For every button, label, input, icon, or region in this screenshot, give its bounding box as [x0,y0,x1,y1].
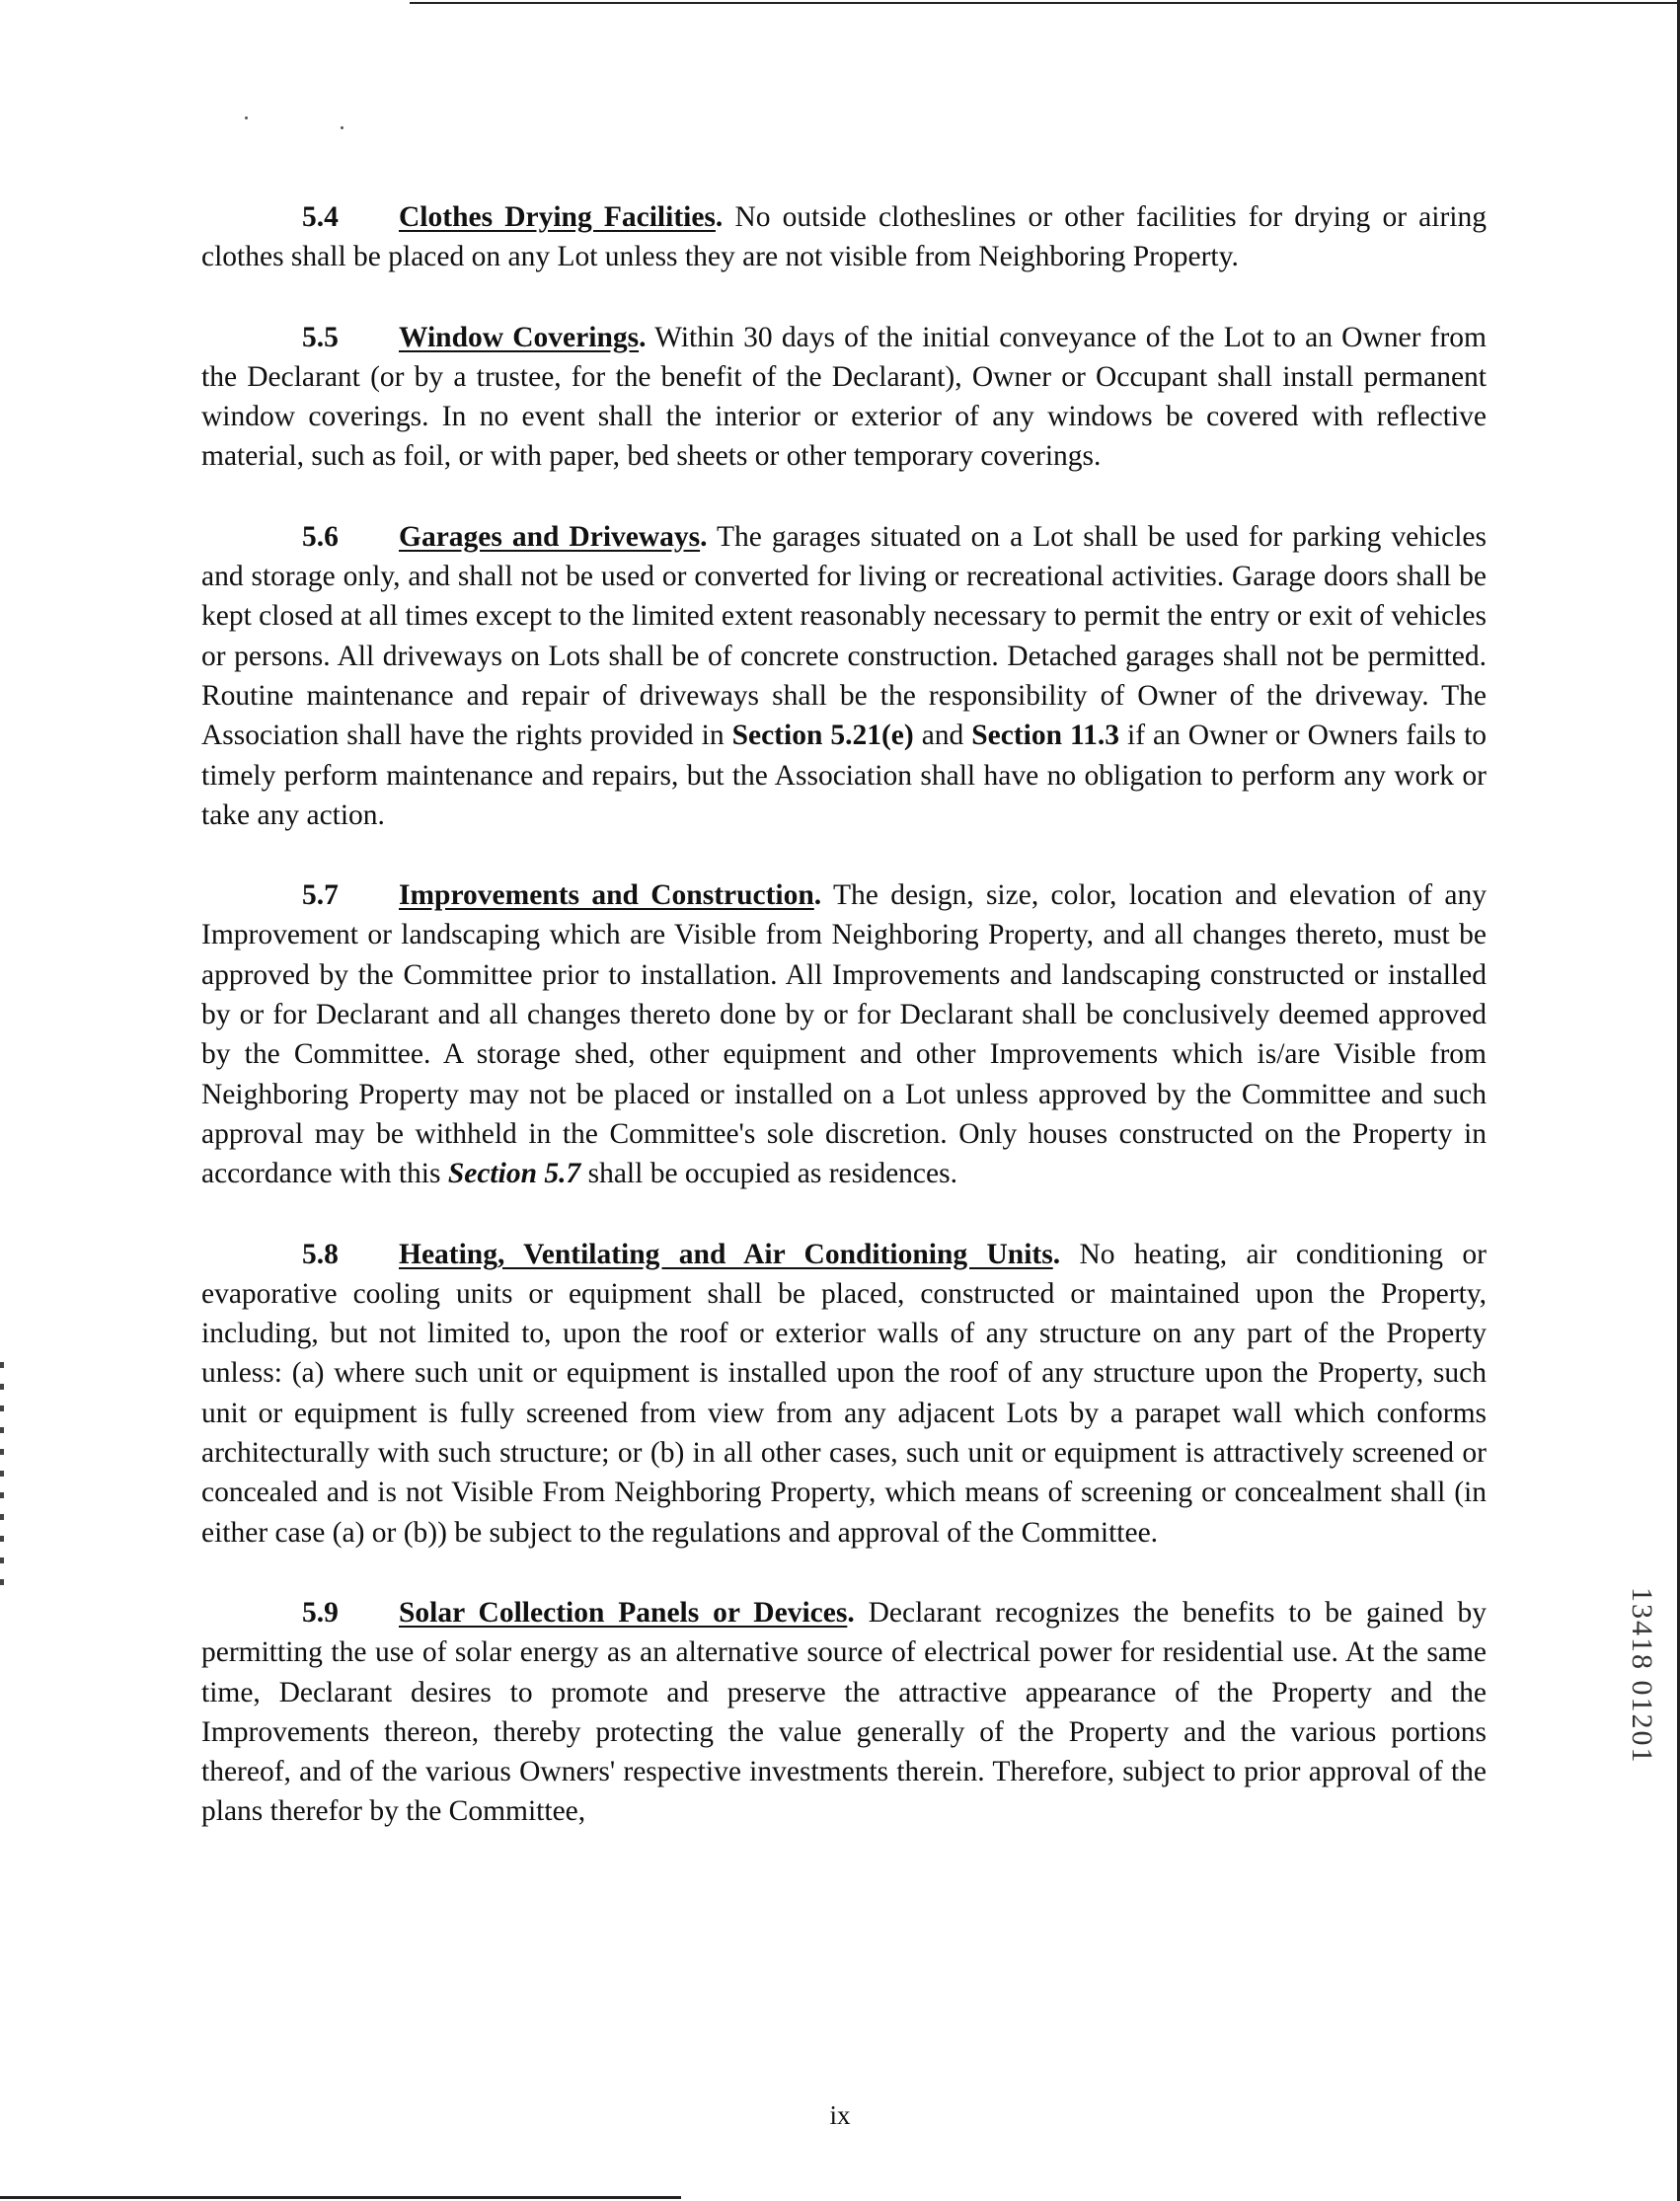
section-5-9: 5.9 Solar Collection Panels or Devices. Declarant recognizes the benefits to be gained by permitting the use of solar energy as an alternative source of electrical power for residential use. At the same time, Declarant desires to promote and preserve the attractive appearance of the Property and the Improvements thereon, thereby protecting the value generally of the Property and the various portions thereof, and of the various Owners' respective investments therein. Therefore, subject to prior approval of the plans therefor by the Committee, [201,1593,1487,1832]
section-reference: Section 5.7 [447,1158,581,1190]
section-text: and [921,720,964,752]
section-title: Solar Collection Panels or Devices [399,1596,848,1629]
section-number: 5.6 [302,520,339,553]
section-text: No outside clotheslines or other facilities for drying or airing clothes shall be placed on any Lot unless they are not visible from Neighboring Property. [201,201,1487,273]
scan-speck [341,126,344,129]
section-text: if an Owner or Owners fails to timely perform maintenance and repairs, but the Association shall have no obligation to perform any work or take any action. [201,720,1488,831]
page-number: ix [829,2100,851,2130]
section-reference: Section 11.3 [971,720,1120,752]
section-number: 5.7 [302,879,339,912]
recording-stamp: 13418 01201 [1626,1587,1658,1765]
scan-speck [245,116,248,119]
section-number: 5.9 [302,1596,339,1629]
section-5-6: 5.6 Garages and Driveways. The garages situated on a Lot shall be used for parking vehicles and storage only, and shall not be used or converted for living or recreational activities. Garage doors shall be kept closed at all times except to the limited extent reasonably necessary to permit the entry or exit of vehicles or persons. All driveways on Lots shall be of concrete construction. Detached garages shall not be permitted. Routine maintenance and repair of driveways shall be the responsibility of Owner of the driveway. The Association shall have the rights provided in Section 5.21(e) and Section 11.3 if an Owner or Owners fails to timely perform maintenance and repairs, but the Association shall have no obligation to perform any work or take any action. [201,517,1487,835]
section-title: Window Coverings [399,321,640,353]
section-number: 5.5 [302,321,339,353]
section-text: shall be occupied as residences. [587,1158,957,1190]
section-5-8: 5.8 Heating, Ventilating and Air Conditioning Units. No heating, air conditioning or evaporative cooling units or equipment shall be placed, constructed or maintained upon the Property, including, but not limited to, upon the roof or exterior walls of any structure on any part of the Property unless: (a) where such unit or equipment is installed upon the roof of any structure upon the Property, such unit or equipment is fully screened from view from any adjacent Lots by a parapet wall which conforms architecturally with such structure; or (b) in all other cases, such unit or equipment is attractively screened or concealed and is not Visible From Neighboring Property, which means of screening or concealment shall (in either case (a) or (b)) be subject to the regulations and approval of the Committee. [201,1235,1487,1553]
section-title: Improvements and Construction [399,879,814,912]
section-5-4: 5.4 Clothes Drying Facilities. No outside clotheslines or other facilities for drying or airing clothes shall be placed on any Lot unless they are not visible from Neighboring Property. [201,197,1487,277]
section-reference: Section 5.21(e) [731,720,914,752]
scan-edge-left-marks [0,1362,4,1599]
section-number: 5.4 [302,201,339,233]
scan-edge-top [410,2,1680,4]
document-body [201,197,1487,1872]
section-title: Clothes Drying Facilities [399,201,716,233]
section-title: Heating, Ventilating and Air Conditioning Units [399,1238,1053,1270]
section-text: No heating, air conditioning or evaporative cooling units or equipment shall be placed, constructed or maintained upon the Property, including, but not limited to, upon the roof or exterior walls of any structure on any part of the Property unless: (a) where such unit or equipment is installed upon the roof of any structure upon the Property, such unit or equipment is fully screened from view from any adjacent Lots by a parapet wall which conforms architecturally with such structure; or (b) in all other cases, such unit or equipment is attractively screened or concealed and is not Visible From Neighboring Property, which means of screening or concealment shall (in either case (a) or (b)) be subject to the regulations and approval of the Committee. [201,1238,1488,1549]
section-5-7: 5.7 Improvements and Construction. The design, size, color, location and elevation of any Improvement or landscaping which are Visible from Neighboring Property, and all changes thereto, must be approved by the Committee prior to installation. All Improvements and landscaping constructed or installed by or for Declarant and all changes thereto done by or for Declarant shall be conclusively deemed approved by the Committee. A storage shed, other equipment and other Improvements which is/are Visible from Neighboring Property may not be placed or installed on a Lot unless approved by the Committee and such approval may be withheld in the Committee's sole discretion. Only houses constructed on the Property in accordance with this Section 5.7 shall be occupied as residences. [201,875,1487,1193]
section-title: Garages and Driveways [399,520,701,553]
section-text: The design, size, color, location and elevation of any Improvement or landscaping which are Visible from Neighboring Property, and all changes thereto, must be approved by the Committee prior to installation. All Improvements and landscaping constructed or installed by or for Declarant and all changes thereto done by or for Declarant shall be conclusively deemed approved by the Committee. A storage shed, other equipment and other Improvements which is/are Visible from Neighboring Property may not be placed or installed on a Lot unless approved by the Committee and such approval may be withheld in the Committee's sole discretion. Only houses constructed on the Property in accordance with this [201,879,1488,1190]
section-text: Within 30 days of the initial conveyance of the Lot to an Owner from the Declarant (or by a trustee, for the benefit of the Declarant), Owner or Occupant shall install permanent window coverings. In no event shall the interior or exterior of any windows be covered with reflective material, such as foil, or with paper, bed sheets or other temporary coverings. [201,321,1488,473]
section-5-5: 5.5 Window Coverings. Within 30 days of the initial conveyance of the Lot to an Owner from the Declarant (or by a trustee, for the benefit of the Declarant), Owner or Occupant shall install permanent window coverings. In no event shall the interior or exterior of any windows be covered with reflective material, such as foil, or with paper, bed sheets or other temporary coverings. [201,318,1487,477]
scan-edge-bottom [0,2196,681,2199]
section-number: 5.8 [302,1238,339,1270]
section-text: The garages situated on a Lot shall be used for parking vehicles and storage only, and shall not be used or converted for living or recreational activities. Garage doors shall be kept closed at all times except to the limited extent reasonably necessary to permit the entry or exit of vehicles or persons. All driveways on Lots shall be of concrete construction. Detached garages shall not be permitted. Routine maintenance and repair of driveways shall be the responsibility of Owner of the driveway. The Association shall have the rights provided in [201,520,1487,752]
section-text: Declarant recognizes the benefits to be gained by permitting the use of solar energy as an alternative source of electrical power for residential use. At the same time, Declarant desires to promote and preserve the attractive appearance of the Property and the Improvements thereon, thereby protecting the value generally of the Property and the various portions thereof, and of the various Owners' respective investments therein. Therefore, subject to prior approval of the plans therefor by the Committee, [201,1596,1487,1828]
